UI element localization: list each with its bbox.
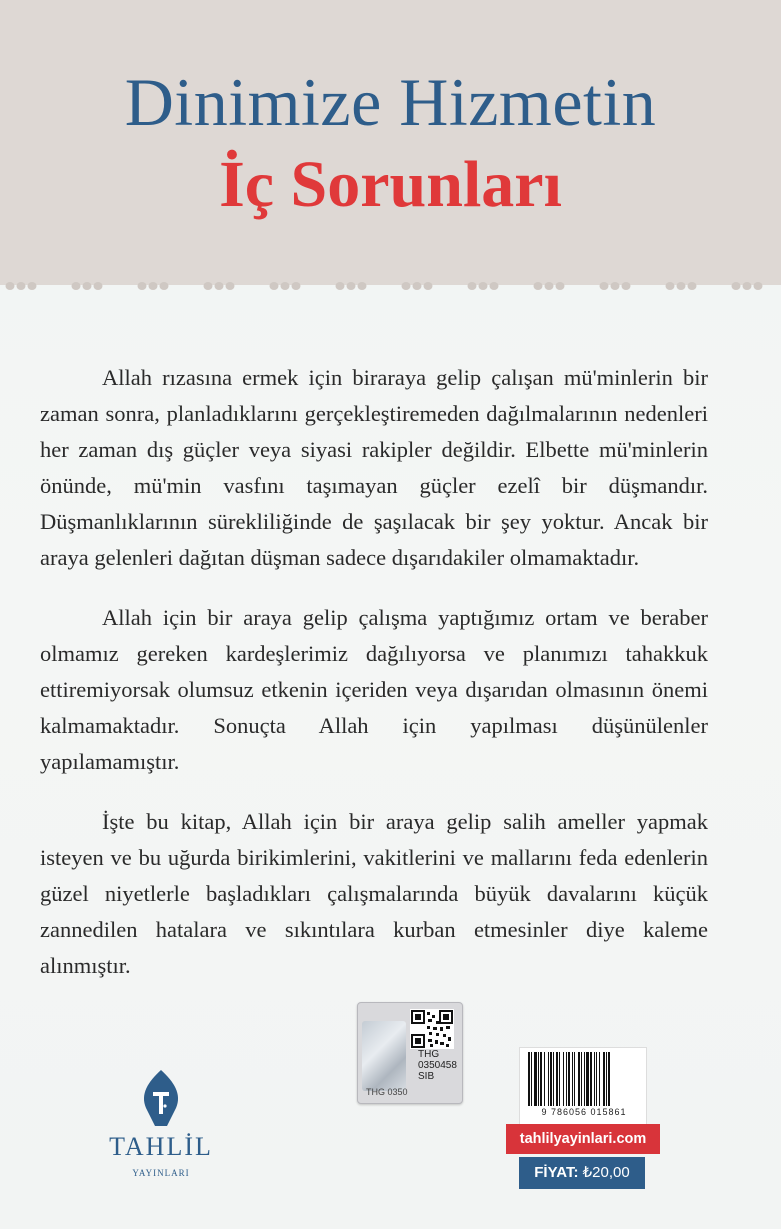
barcode-bar: [563, 1052, 564, 1106]
publisher-logo: [96, 1068, 226, 1188]
perforation-dot: [545, 282, 554, 290]
perforation-dot: [204, 282, 213, 290]
perforation-dot: [424, 282, 433, 290]
perforation-dot: [611, 282, 620, 290]
barcode-bar: [534, 1052, 537, 1106]
perforation-dot: [215, 282, 224, 290]
barcode-bar: [559, 1052, 560, 1106]
barcode-bar: [548, 1052, 549, 1106]
perforation-dot: [666, 282, 675, 290]
perforation-dot: [490, 282, 499, 290]
paragraph-2: Allah için bir araya gelip çalışma yaptığımız ortam ve beraber olmamız gereken kardeşlerimiz dağılıyorsa ve planımızı tahakkuk ettiremiyorsak olumsuz etkenin içeriden veya dışarıdan olmasının önemi kalmamaktadır. Sonuçta Allah için yapılması düşünülenler yapılamamıştır.: [40, 605, 708, 774]
perforation-dot: [479, 282, 488, 290]
perforation-dot: [292, 282, 301, 290]
perforation-dot: [556, 282, 565, 290]
security-hologram-sticker: [357, 1002, 463, 1104]
barcode-bar: [606, 1052, 607, 1106]
perforation-dot: [677, 282, 686, 290]
barcode-bar: [553, 1052, 554, 1106]
perforation-dot: [413, 282, 422, 290]
barcode-bar: [540, 1052, 542, 1106]
barcode-bar: [594, 1052, 595, 1106]
perforation-dot: [336, 282, 345, 290]
barcode-bar: [603, 1052, 605, 1106]
perforation-dot: [6, 282, 15, 290]
perforation-dot: [468, 282, 477, 290]
perforation-dot: [83, 282, 92, 290]
barcode-bar: [572, 1052, 573, 1106]
barcode-bar: [578, 1052, 580, 1106]
book-title-line1: Dinimize Hizmetin: [124, 64, 657, 140]
book-title-line2: İç Sorunları: [219, 148, 562, 221]
perforation-dot: [270, 282, 279, 290]
barcode-bar: [581, 1052, 582, 1106]
perforation-dot: [402, 282, 411, 290]
barcode-bar: [599, 1052, 600, 1106]
barcode-bar: [574, 1052, 575, 1106]
perforation-dot: [149, 282, 158, 290]
paragraph-3: İşte bu kitap, Allah için bir araya gelip salih ameller yapmak isteyen ve bu uğurda birikimlerini, vakitlerini ve mallarını feda edenlerin güzel niyetlerle başladıkları çalışmalarında büyük davalarını küçük zannedilen hatalara ve sıkıntılara kurban etmesinler diye kaleme alınmıştır.: [40, 809, 708, 978]
perforation-dot: [743, 282, 752, 290]
barcode-bar: [550, 1052, 552, 1106]
perforation-dot: [94, 282, 103, 290]
paragraph-1: Allah rızasına ermek için biraraya gelip çalışan mü'minlerin bir zaman sonra, planladıklarını gerçekleştiremeden dağılmalarının nedenleri her zaman dış güçler veya siyasi rakipler değildir. Elbette mü'minlerin önünde, mü'min vasfını taşımayan güçler ezelî bir düşmandır. Düşmanlıklarının sürekliliğinde de şaşılacak bir şey yoktur. Ancak bir araya gelenleri dağıtan düşman sadece dışarıdakiler olmamaktadır.: [40, 365, 708, 570]
perforation-dot: [732, 282, 741, 290]
perforation-dot: [358, 282, 367, 290]
perforation-dot: [688, 282, 697, 290]
back-cover-text: [40, 360, 708, 1008]
barcode-bar: [544, 1052, 545, 1106]
publisher-website[interactable]: tahlilyayinlari.com: [506, 1124, 660, 1154]
perforation-dot: [622, 282, 631, 290]
barcode-bar: [608, 1052, 610, 1106]
perforated-edge-decoration: [0, 270, 781, 304]
price-label: [519, 1157, 645, 1189]
price-caption: FİYAT:: [534, 1164, 579, 1181]
barcode-bar: [596, 1052, 597, 1106]
barcode-bar: [528, 1052, 530, 1106]
cover-header-band: [0, 0, 781, 285]
barcode-bar: [568, 1052, 570, 1106]
sticker-code: THG 0350458 SIB: [418, 1049, 457, 1082]
publisher-sub: YAYINLARI: [132, 1168, 190, 1178]
perforation-dot: [281, 282, 290, 290]
perforation-dot: [226, 282, 235, 290]
perforation-dot: [754, 282, 763, 290]
isbn-digits: 9 786056 015861: [541, 1107, 627, 1117]
perforation-dot: [600, 282, 609, 290]
barcode-bar: [590, 1052, 592, 1106]
barcode-bar: [584, 1052, 585, 1106]
barcode-bars: [520, 1050, 646, 1110]
barcode-bar: [556, 1052, 558, 1106]
perforation-dot: [28, 282, 37, 290]
pen-nib-icon: [136, 1068, 186, 1130]
perforation-dot: [138, 282, 147, 290]
barcode-bar: [538, 1052, 539, 1106]
barcode-bar: [566, 1052, 567, 1106]
sticker-bottom-code: THG 0350: [366, 1087, 408, 1097]
perforation-dot: [17, 282, 26, 290]
barcode-bar: [531, 1052, 532, 1106]
barcode-bar: [586, 1052, 589, 1106]
perforation-dot: [347, 282, 356, 290]
isbn-barcode: [519, 1047, 647, 1125]
perforation-dot: [534, 282, 543, 290]
hologram-icon: [362, 1021, 406, 1091]
perforation-dot: [160, 282, 169, 290]
perforation-dot: [72, 282, 81, 290]
publisher-name: TAHLİL: [109, 1132, 213, 1161]
price-amount: ₺20,00: [582, 1164, 630, 1181]
qr-code-icon: [410, 1009, 454, 1049]
